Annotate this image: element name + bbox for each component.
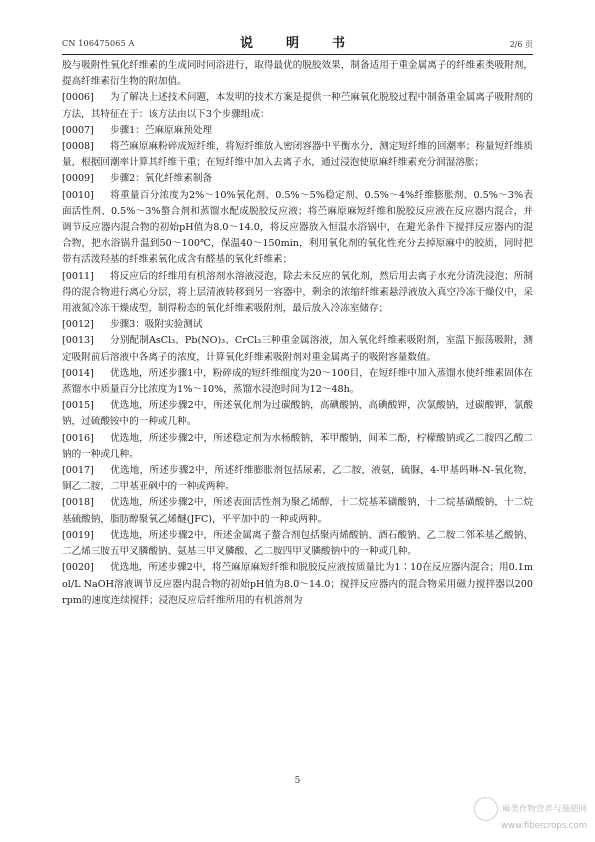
watermark-url: www.fibercrops.com bbox=[501, 821, 587, 831]
paragraph bbox=[62, 398, 533, 430]
paragraph-text: 步骤3：吸附实验测试 bbox=[110, 319, 203, 331]
paragraph-number: [0006] bbox=[62, 92, 94, 104]
paragraph-text: 优选地，所述步骤2中，所述稳定剂为水杨酸钠，苯甲酸钠，间苯二酚，柠檬酸钠或乙二胺四乙酸二钠的一种或几种。 bbox=[62, 432, 533, 460]
paragraph-number: [0017] bbox=[62, 465, 94, 477]
paragraph-text: 将重量百分浓度为2%～10%氧化剂、0.5%～5%稳定剂、0.5%～4%纤维膨胀剂、0.5%～3%表面活性剂、0.5%～3%螯合剂和蒸馏水配成脱胶反应液；将苎麻原麻短纤维和脱胶反应液在反应器内混合，并调节反应器内混合物的初始pH值为8.0～14.0，将反应器放入恒温水浴锅中，在避光条件下搅拌反应器内的混合物，把水浴锅升温到50～100℃，保温40～150min，利用氧化剂的氧化性充分去掉原麻中的胶质，同时把带有活泼羟基的纤维素氧化成含有醛基的氧化纤维素； bbox=[62, 189, 533, 266]
paragraph-number: [0019] bbox=[62, 529, 94, 541]
page-of-total: 2/6 页 bbox=[509, 40, 533, 49]
paragraph-text: 优选地，所述步骤2中，所述表面活性剂为聚乙烯醇，十二烷基苯磺酸钠，十二烷基磺酸钠，十二烷基硫酸钠，脂肪醇聚氧乙烯醚(JFC)，平平加中的一种或两种。 bbox=[62, 497, 533, 525]
paragraph bbox=[62, 431, 533, 463]
paragraph-text: 优选地，所述步骤2中，所述金属离子螯合剂包括聚丙烯酸钠、酒石酸钠、乙二胺二邻苯基乙酸钠、二乙烯三胺五甲叉膦酸钠、氨基三甲叉膦酸、乙二胺四甲叉膦酸钠中的一种或几种。 bbox=[62, 529, 533, 558]
paragraph-continuation bbox=[62, 58, 533, 90]
paragraph bbox=[62, 317, 533, 333]
paragraph-number: [0007] bbox=[62, 124, 94, 136]
paragraph-number: [0011] bbox=[62, 270, 94, 282]
document-title: 说 明 书 bbox=[239, 36, 355, 51]
page-number: 5 bbox=[294, 776, 301, 786]
paragraph bbox=[62, 188, 533, 269]
page-header bbox=[62, 32, 533, 54]
paragraph bbox=[62, 560, 533, 609]
paragraph-number: [0016] bbox=[62, 432, 94, 444]
paragraph bbox=[62, 123, 533, 139]
paragraph bbox=[62, 366, 533, 398]
paragraph bbox=[62, 269, 533, 318]
paragraph-text: 为了解决上述技术问题，本发明的技术方案是提供一种苎麻氧化脱胶过程中制备重金属离子吸附剂的方法，其特征在于：该方法由以下3个步骤组成： bbox=[62, 92, 533, 120]
paragraph bbox=[62, 171, 533, 187]
paragraph-number: [0010] bbox=[62, 189, 94, 201]
paragraph-number: [0018] bbox=[62, 497, 94, 509]
paragraph-text: 胶与吸附性氧化纤维素的生成同时同浴进行，取得最优的脱胶效果，制备适用于重金属离子的纤维素类吸附剂，提高纤维素衍生物的附加值。 bbox=[62, 60, 533, 88]
paragraph-number: [0014] bbox=[62, 367, 94, 379]
paragraph bbox=[62, 90, 533, 122]
watermark-logo-icon bbox=[474, 797, 498, 821]
paragraph-text: 将反应后的纤维用有机溶剂水溶液浸泡，除去未反应的氧化剂，然后用去离子水充分清洗浸泡；所制得的混合物进行离心分层，将上层清液转移到另一容器中，剩余的浓缩纤维素悬浮液放入真空冷冻干燥仪中，采用液氮冷冻干燥成型，制得粉态的氧化纤维素吸附剂，最后放入冷冻室储存； bbox=[62, 270, 533, 315]
paragraph-text: 优选地，所述步骤2中，将苎麻原麻短纤维和脱胶反应液按质量比为1∶10在反应器内混合；用0.1mol/L NaOH溶液调节反应器内混合物的初始pH值为8.0～14.0；搅拌反应器内的混合物采用磁力搅拌器以200rpm的速度连续搅拌；浸泡反应后纤维所用的有机溶剂为 bbox=[62, 562, 533, 606]
paragraph-text: 优选地，所述步骤2中，所述氧化剂为过碳酸钠，高碘酸钠，高碘酸钾，次氯酸钠，过碳酸钾，氯酸钠，过硫酸铵中的一种或几种。 bbox=[62, 400, 533, 428]
paragraph-text: 步骤1：苎麻原麻预处理 bbox=[110, 124, 213, 136]
paragraph bbox=[62, 495, 533, 527]
paragraph-text: 分别配制AsCl₃、Pb(NO)₃、CrCl₃三种重金属溶液，加入氧化纤维素吸附剂，室温下振荡吸附，测定吸附前后溶液中各离子的浓度，计算氧化纤维素吸附剂对重金属离子的吸附容量数值。 bbox=[62, 335, 533, 363]
paragraph-text: 优选地，所述步骤2中，所述纤维膨胀剂包括尿素，乙二胺，液氨，硫脲，4-甲基吗啉-N-氧化物，铜乙二胺，二甲基亚砜中的一种或两种。 bbox=[62, 465, 533, 493]
paragraph-number: [0008] bbox=[62, 141, 94, 153]
paragraph bbox=[62, 333, 533, 365]
site-watermark bbox=[474, 797, 587, 832]
paragraph-text: 将苎麻原麻粉碎成短纤维，将短纤维放入密闭容器中平衡水分，测定短纤维的回潮率；称量短纤维质量，根据回潮率计算其纤维干重；在短纤维中加入去离子水，通过浸泡使原麻纤维素充分润湿溶胀； bbox=[62, 141, 533, 169]
paragraph-text: 步骤2：氧化纤维素制备 bbox=[110, 173, 213, 185]
paragraph-number: [0013] bbox=[62, 335, 94, 347]
paragraph-text: 优选地，所述步骤1中，粉碎成的短纤维细度为20～100目，在短纤维中加入蒸馏水使纤维素固体在蒸馏水中质量百分比浓度为1%～10%，蒸馏水浸泡时间为12～48h。 bbox=[62, 367, 533, 396]
paragraph-number: [0020] bbox=[62, 562, 94, 574]
watermark-site-name: 麻类作物营养与施肥网 bbox=[501, 804, 587, 815]
publication-number: CN 106475065 A bbox=[62, 39, 135, 48]
paragraph-number: [0009] bbox=[62, 173, 94, 185]
paragraph-number: [0015] bbox=[62, 400, 94, 412]
paragraph-number: [0012] bbox=[62, 319, 94, 331]
document-body bbox=[62, 58, 533, 609]
paragraph bbox=[62, 463, 533, 495]
paragraph bbox=[62, 139, 533, 171]
header-divider bbox=[62, 54, 533, 55]
paragraph bbox=[62, 528, 533, 560]
